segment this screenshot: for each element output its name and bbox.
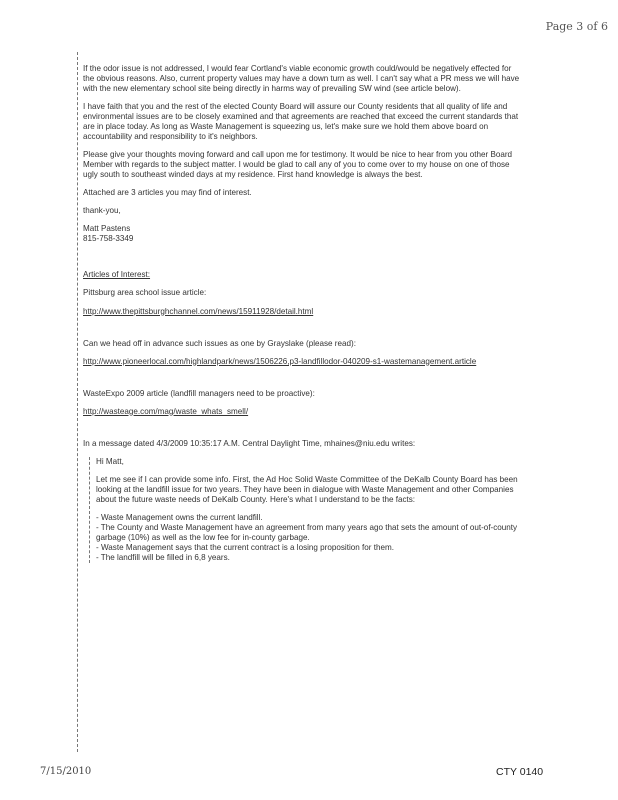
- page-number: Page 3 of 6: [545, 20, 608, 33]
- quoted-bullet-2: - The County and Waste Management have an agreement from many years ago that sets the amount of out-of-county garbage (10%) as well as the low fee for in-county garbage.: [96, 522, 518, 542]
- article-2-link[interactable]: http://www.pioneerlocal.com/highlandpark/news/1506226,p3-landfillodor-040209-s1-wastemanagement.article: [83, 356, 477, 366]
- signoff: thank-you,: [83, 206, 121, 216]
- article-1-label: Pittsburg area school issue article:: [83, 288, 207, 298]
- paragraph-thoughts: Please give your thoughts moving forward and call upon me for testimony. It would be nice to hear from you other Board Member with regards to the subject matter. I would be glad to call any of you to come over to my house on one of those ugly south to southeast winded days at my residence. First hand knowledge is always the best.: [83, 150, 513, 180]
- articles-heading: Articles of Interest:: [83, 270, 151, 280]
- sender-name: Matt Pastens: [83, 224, 131, 234]
- bates-number: CTY 0140: [496, 766, 544, 778]
- footer-date: 7/15/2010: [40, 766, 92, 777]
- article-3-label: WasteExpo 2009 article (landfill managers need to be proactive):: [83, 388, 315, 398]
- article-2-label: Can we head off in advance such issues as one by Grayslake (please read):: [83, 338, 356, 348]
- article-3-link[interactable]: http://wasteage.com/mag/waste_whats_smell/: [83, 406, 249, 416]
- quoted-greeting: Hi Matt,: [96, 456, 124, 466]
- quoted-bullet-3: - Waste Management says that the current contract is a losing proposition for them.: [96, 542, 394, 552]
- paragraph-attached: Attached are 3 articles you may find of interest.: [83, 188, 252, 198]
- article-1-link[interactable]: http://www.thepittsburghchannel.com/news/15911928/detail.html: [83, 306, 314, 316]
- sender-phone: 815-758-3349: [83, 234, 134, 244]
- quoted-message: [89, 457, 523, 563]
- margin-rule: [77, 52, 78, 752]
- paragraph-odor: If the odor issue is not addressed, I would fear Cortland's viable economic growth could/would be negatively effected for the obvious reasons. Also, current property values may have a down turn as well. I can't say what a PR mess we will have with the new elementary school site being directly in harms way of prevailing SW wind (see article below).: [83, 64, 520, 94]
- quoted-paragraph: Let me see if I can provide some info. First, the Ad Hoc Solid Waste Committee of the DeKalb County Board has been looking at the landfill issue for two years. They have been in dialogue with Waste Management and other Companies about the future waste needs of DeKalb County. Here's what I understand to be the facts:: [96, 474, 518, 504]
- quoted-intro: In a message dated 4/3/2009 10:35:17 A.M. Central Daylight Time, mhaines@niu.edu writes:: [83, 438, 416, 448]
- quoted-bullet-1: - Waste Management owns the current landfill.: [96, 512, 263, 522]
- quoted-bullet-4: - The landfill will be filled in 6,8 years.: [96, 552, 230, 562]
- paragraph-faith: I have faith that you and the rest of the elected County Board will assure our County residents that all quality of life and environmental issues are to be closely examined and that agreements are reached that exceed the current standards that are in place today. As long as Waste Management is squeezing us, let's make sure we hold them above board on accountability and responsibility to it's neighbors.: [83, 102, 519, 142]
- email-body: [83, 64, 523, 563]
